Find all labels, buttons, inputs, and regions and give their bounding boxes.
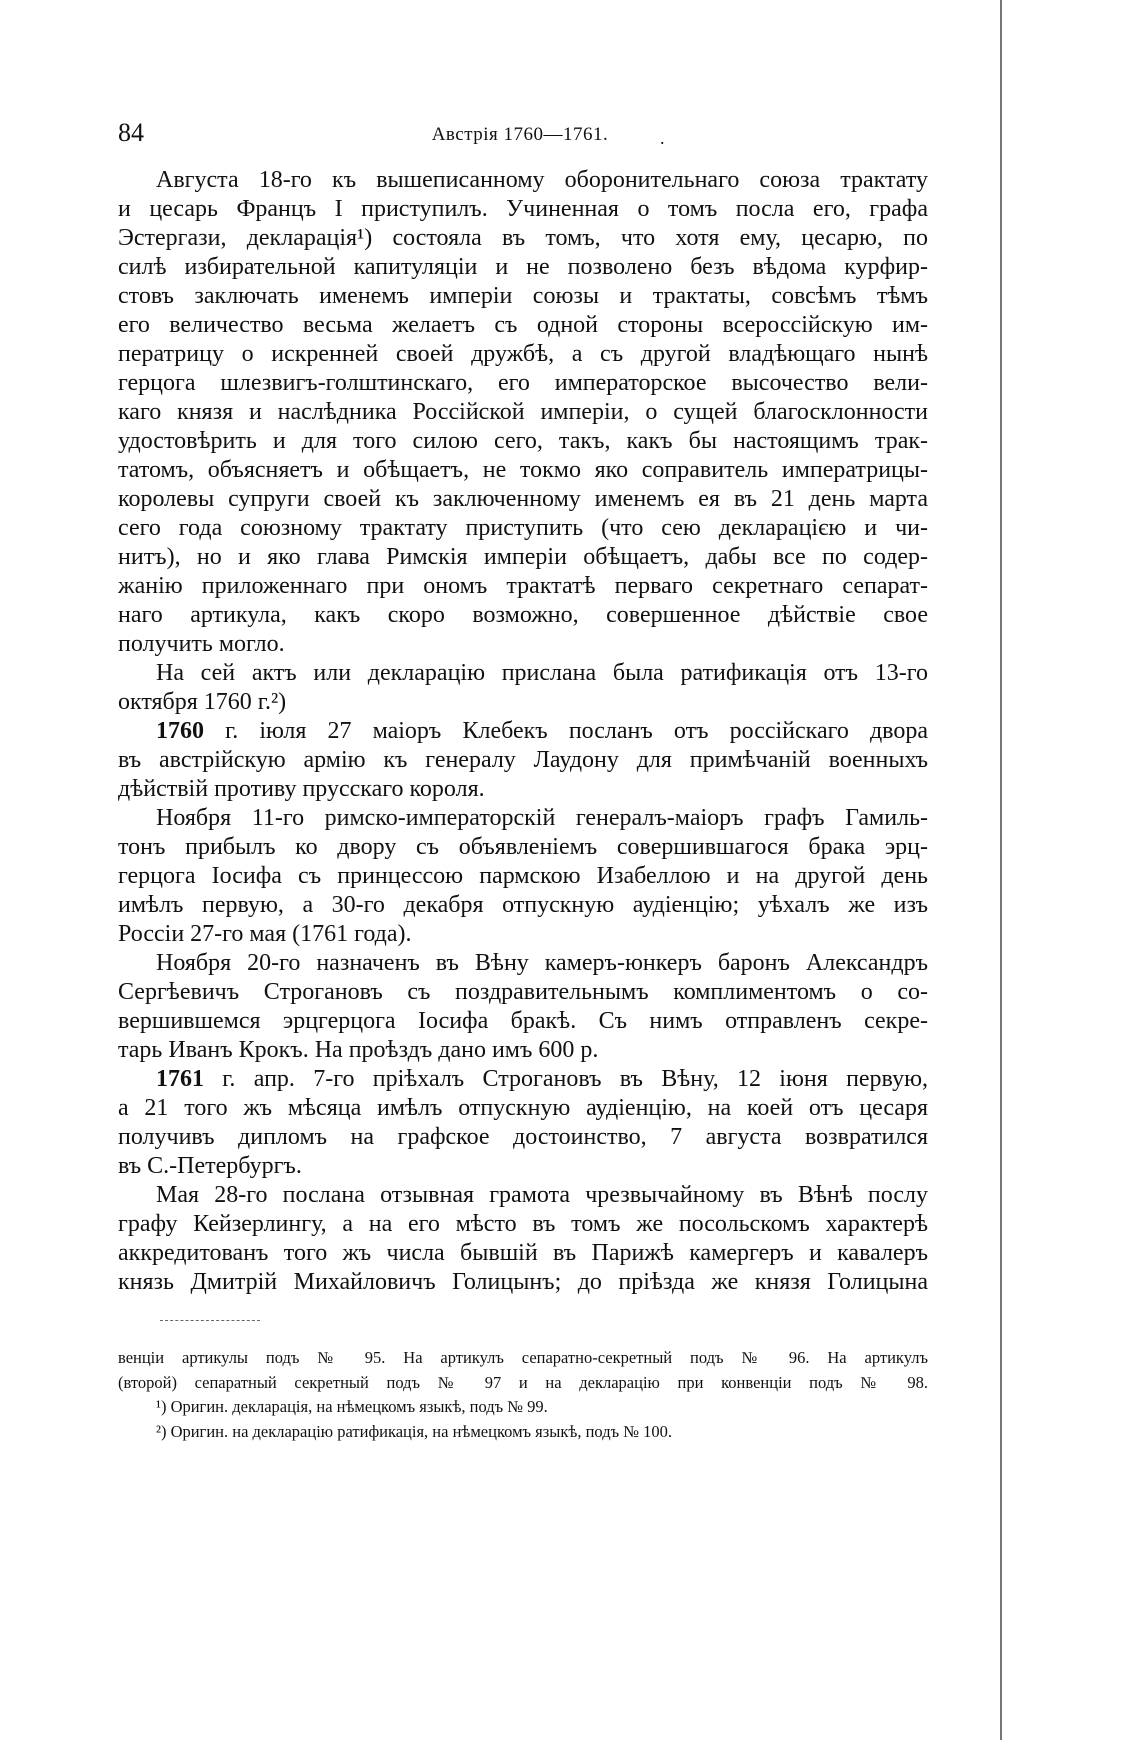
stray-dot: . <box>660 128 665 148</box>
text-line: наго артикула, какъ скоро возможно, совершенное дѣйствіе свое <box>118 602 928 628</box>
text-line: а 21 того жъ мѣсяца имѣлъ отпускную аудіенцію, на коей отъ цесаря <box>118 1095 928 1121</box>
text-line: Августа 18-го къ вышеписанному оборонительнаго союза трактату <box>156 167 928 193</box>
text-line: вершившемся эрцгерцога Іосифа бракѣ. Съ нимъ отправленъ секре- <box>118 1008 928 1034</box>
text-line: дѣйствій противу прусскаго короля. <box>118 776 485 802</box>
text-line: въ австрійскую армію къ генералу Лаудону для примѣчаній военныхъ <box>118 747 928 773</box>
text-line: октября 1760 г.²) <box>118 689 287 715</box>
text-line: герцога шлезвигъ-голштинскаго, его императорское высочество вели- <box>118 370 928 396</box>
text-line: тонъ прибылъ ко двору съ объявленіемъ совершившагося брака эрц- <box>118 834 928 860</box>
text-line: получивъ дипломъ на графское достоинство, 7 августа возвратился <box>118 1124 928 1150</box>
text-line: стовъ заключать именемъ имперіи союзы и трактаты, совсѣмъ тѣмъ <box>118 283 928 309</box>
text-line: князь Дмитрій Михайловичъ Голицынъ; до пріѣзда же князя Голицына <box>118 1269 928 1295</box>
text-line: и цесарь Францъ I приступилъ. Учиненная о томъ посла его, графа <box>118 196 928 222</box>
text-line: Мая 28-го послана отзывная грамота чрезвычайному въ Вѣнѣ послу <box>156 1182 928 1208</box>
text-line: ператрицу о искренней своей дружбѣ, а съ другой владѣющаго нынѣ <box>118 341 928 367</box>
text-line: Россіи 27-го мая (1761 года). <box>118 921 412 947</box>
text-line: графу Кейзерлингу, а на его мѣсто въ томъ же посольскомъ характерѣ <box>118 1211 928 1237</box>
line-text: г. апр. 7-го пріѣхалъ Строгановъ въ Вѣну, 12 іюня первую, <box>204 1066 928 1092</box>
scan-edge-line <box>1000 0 1002 1740</box>
text-line: каго князя и наслѣдника Россійской имперіи, о сущей благосклонности <box>118 399 928 425</box>
text-line: аккредитованъ того жъ числа бывшій въ Парижѣ камергеръ и кавалеръ <box>118 1240 928 1266</box>
line-text: г. іюля 27 маіоръ Клебекъ посланъ отъ россійскаго двора <box>204 718 928 744</box>
text-line: Ноября 11-го римско-императорскій генералъ-маіоръ графъ Гамиль- <box>156 805 928 831</box>
text-line <box>118 1065 928 1094</box>
text-line: силѣ избирательной капитуляціи и не позволено безъ вѣдома курфир- <box>118 254 928 280</box>
text-line: Ноября 20-го назначенъ въ Вѣну камеръ-юнкеръ баронъ Александръ <box>156 950 928 976</box>
text-line: въ С.-Петербургъ. <box>118 1153 302 1179</box>
text-line: получить могло. <box>118 631 285 657</box>
text-line: нитъ), но и яко глава Римскія имперіи обѣщаетъ, дабы все по содер- <box>118 544 928 570</box>
text-line: тарь Иванъ Крокъ. На проѣздъ дано имъ 600 р. <box>118 1037 599 1063</box>
text-line: королевы супруги своей къ заключенному именемъ ея въ 21 день марта <box>118 486 928 512</box>
page-number: 84 <box>118 118 144 147</box>
text-line: удостовѣрить и для того силою сего, такъ, какъ бы настоящимъ трак- <box>118 428 928 454</box>
text-line: сего года союзному трактату приступить (что сею декларацією и чи- <box>118 515 928 541</box>
text-line: герцога Іосифа съ принцессою пармскою Изабеллою и на другой день <box>118 863 928 889</box>
footnote-line: ²) Оригин. на декларацію ратификація, на нѣмецкомъ языкѣ, подъ № 100. <box>156 1421 672 1441</box>
text-line: его величество весьма желаетъ съ одной стороны всероссійскую им- <box>118 312 928 338</box>
text-line: Сергѣевичъ Строгановъ съ поздравительнымъ комплиментомъ о со- <box>118 979 928 1005</box>
text-line: На сей актъ или декларацію прислана была ратификація отъ 13-го <box>156 660 928 686</box>
footnotes <box>118 1346 928 1444</box>
main-text <box>118 166 928 1297</box>
footnote-separator <box>160 1320 260 1321</box>
text-line: Эстергази, декларація¹) состояла въ томъ, что хотя ему, цесарю, по <box>118 225 928 251</box>
text-line: жанію приложеннаго при ономъ трактатѣ перваго секретнаго сепарат- <box>118 573 928 599</box>
text-line <box>118 717 928 746</box>
footnote-line: венціи артикулы подъ № 95. На артикулъ сепаратно-секретный подъ № 96. На артикулъ <box>118 1348 928 1367</box>
running-title: Австрія 1760—1761. <box>431 124 609 145</box>
bold-year: 1761 <box>156 1066 204 1092</box>
footnote-line: ¹) Оригин. декларація, на нѣмецкомъ языкѣ, подъ № 99. <box>156 1397 548 1416</box>
bold-year: 1760 <box>156 718 204 744</box>
text-line: имѣлъ первую, а 30-го декабря отпускную аудіенцію; уѣхалъ же изъ <box>118 892 928 918</box>
footnote-line: (второй) сепаратный секретный подъ № 97 и на декларацію при конвенціи подъ № 98. <box>118 1372 928 1392</box>
text-line: татомъ, объясняетъ и обѣщаетъ, не токмо яко соправитель императрицы- <box>118 457 928 483</box>
